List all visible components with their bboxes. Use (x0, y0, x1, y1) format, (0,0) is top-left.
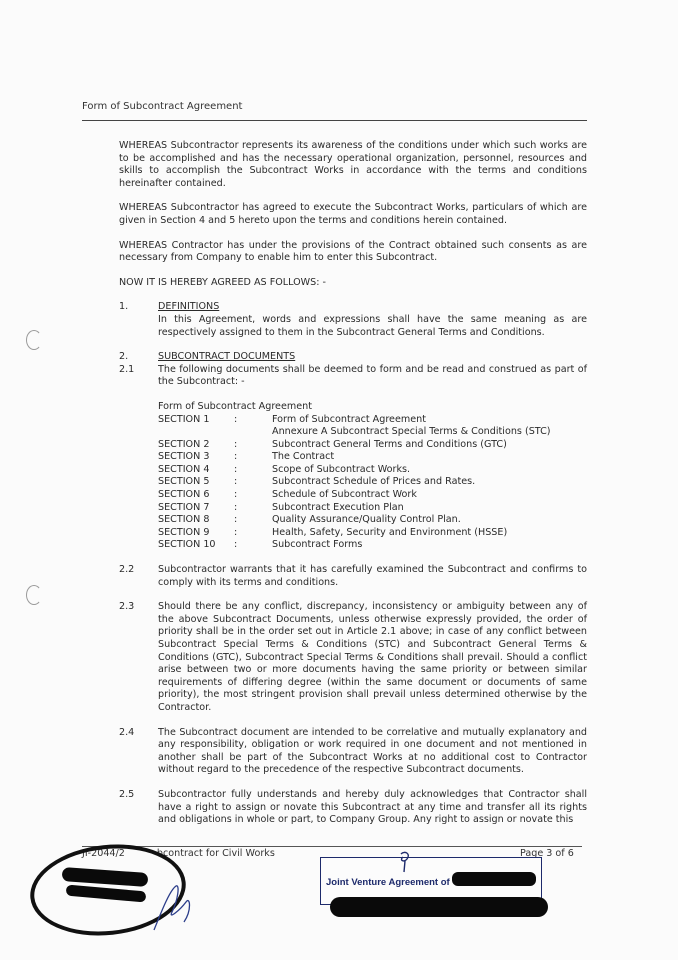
section-number: 2.2 (119, 564, 135, 576)
document-row (158, 414, 587, 427)
document-title: Form of Subcontract Agreement (272, 413, 426, 425)
section-number: 1. (119, 301, 129, 313)
whereas-paragraph-2: WHEREAS Subcontractor has agreed to execute the Subcontract Works, particulars of which are given in Section 4 and 5 hereto upon the terms and conditions herein contained. (119, 202, 587, 226)
document-title: Subcontract Schedule of Prices and Rates. (272, 476, 476, 488)
section-text: The Subcontract document are intended to be correlative and mutually explanatory and any responsibility, obligation or work required in one document and not mentioned in another shall be part of the Subcontract Works at no additional cost to Contractor without regard to the precedence of the respective Subcontract documents. (158, 726, 587, 776)
document-row (158, 502, 587, 515)
section-number: 2.5 (119, 788, 135, 800)
document-section-label: SECTION 8 (158, 514, 210, 526)
document-row (158, 439, 587, 452)
section-text: Subcontractor warrants that it has carefully examined the Subcontract and confirms to comply with its terms and conditions. (158, 564, 587, 588)
document-separator: : (234, 413, 238, 425)
document-row (158, 451, 587, 464)
document-separator: : (234, 501, 238, 513)
document-separator: : (234, 539, 238, 551)
document-separator: : (234, 476, 238, 488)
footer-ref-title: bcontract for Civil Works (156, 848, 275, 859)
section-number: 2.4 (119, 726, 135, 738)
redaction-mark (452, 872, 536, 886)
document-separator: : (234, 514, 238, 526)
document-title: Schedule of Subcontract Work (272, 489, 417, 501)
section-number: 2. (119, 351, 129, 363)
subcontract-documents-list (158, 401, 587, 552)
document-section-label (158, 426, 234, 439)
section-1 (119, 301, 587, 339)
document-section-label: SECTION 6 (158, 489, 210, 501)
document-section-label: SECTION 1 (158, 413, 210, 425)
section-2-2 (119, 564, 587, 589)
section-number: 2.1 (119, 363, 135, 375)
whereas-paragraph-1: WHEREAS Subcontractor represents its awareness of the conditions under which such works are to be accomplished and has the necessary operational organization, personnel, resources and skills to accomplish the Subcontract Works in accordance with the terms and conditions hereinafter contained. (119, 140, 587, 189)
section-heading: SUBCONTRACT DOCUMENTS (158, 351, 296, 363)
agreement-statement: NOW IT IS HEREBY AGREED AS FOLLOWS: - (119, 276, 326, 288)
document-row (158, 514, 587, 527)
punch-hole-icon (26, 585, 42, 605)
document-title: Subcontract Forms (272, 539, 363, 551)
document-row (158, 464, 587, 477)
document-section-label: SECTION 5 (158, 476, 210, 488)
document-section-label: SECTION 9 (158, 526, 210, 538)
footer-ref-code: JI-2044/2 (82, 848, 125, 859)
document-separator: : (234, 526, 238, 538)
redaction-mark (330, 897, 548, 917)
document-title: Annexure A Subcontract Special Terms & Conditions (STC) (272, 426, 551, 438)
section-2-4 (119, 727, 587, 777)
section-text: Should there be any conflict, discrepancy, inconsistency or ambiguity between any of the above Subcontract Documents, unless otherwise expressly provided, the order of priority shall be in the order set out in Article 2.1 above; in case of any conflict between Subcontract Special Terms & Conditions (STC) and Subcontract General Terms & Conditions (GTC), Subcontract Special Terms & Conditions shall prevail. Should a conflict arise between two or more documents having the same priority or between similar requirements of differing degree (within the same document or documents of same priority), the most stringent provision shall prevail unless determined otherwise by the Contractor. (158, 601, 587, 713)
whereas-paragraph-3: WHEREAS Contractor has under the provisions of the Contract obtained such consents as are necessary from Company to enable him to enter this Subcontract. (119, 239, 587, 264)
document-title: Subcontract Execution Plan (272, 501, 404, 513)
document-section-label: SECTION 3 (158, 451, 210, 463)
header-divider (82, 120, 587, 121)
document-section-label: SECTION 4 (158, 463, 210, 475)
document-separator: : (234, 451, 238, 463)
section-text: Subcontractor fully understands and hereby duly acknowledges that Contractor shall have a right to assign or novate this Subcontract at any time and transfer all its rights and obligations in whole or part, to Company Group. Any right to assign or novate this (158, 788, 587, 826)
section-2-5 (119, 789, 587, 827)
document-row (158, 476, 587, 489)
jv-stamp-text: Joint Venture Agreement of (326, 877, 450, 888)
document-section-label: SECTION 10 (158, 539, 216, 551)
document-row (158, 527, 587, 540)
document-separator (234, 426, 272, 439)
section-2 (119, 351, 587, 364)
initials-signature-icon (395, 850, 417, 874)
punch-hole-icon (26, 330, 42, 350)
document-title: The Contract (272, 451, 335, 463)
document-separator: : (234, 463, 238, 475)
documents-intro: Form of Subcontract Agreement (158, 400, 312, 412)
signature-icon (150, 880, 198, 936)
document-section-label: SECTION 2 (158, 438, 210, 450)
document-title: Health, Safety, Security and Environment (HSSE) (272, 526, 508, 538)
section-heading: DEFINITIONS (158, 301, 220, 313)
document-separator: : (234, 489, 238, 501)
page-header-title: Form of Subcontract Agreement (82, 101, 243, 112)
document-row (158, 539, 587, 552)
document-row (158, 489, 587, 502)
document-section-label: SECTION 7 (158, 501, 210, 513)
footer-divider (82, 846, 582, 847)
footer-page-number: Page 3 of 6 (520, 848, 574, 859)
document-title: Subcontract General Terms and Conditions (GTC) (272, 438, 507, 450)
section-text: The following documents shall be deemed to form and be read and construed as part of the Subcontract: - (158, 363, 587, 388)
document-body (119, 140, 587, 827)
document-separator: : (234, 438, 238, 450)
document-title: Scope of Subcontract Works. (272, 463, 411, 475)
document-title: Quality Assurance/Quality Control Plan. (272, 514, 461, 526)
section-text: In this Agreement, words and expressions shall have the same meaning as are respectively assigned to them in the Subcontract General Terms and Conditions. (158, 313, 587, 338)
section-2-1 (119, 364, 587, 389)
section-number: 2.3 (119, 601, 135, 613)
document-row (158, 426, 587, 439)
section-2-3 (119, 601, 587, 714)
